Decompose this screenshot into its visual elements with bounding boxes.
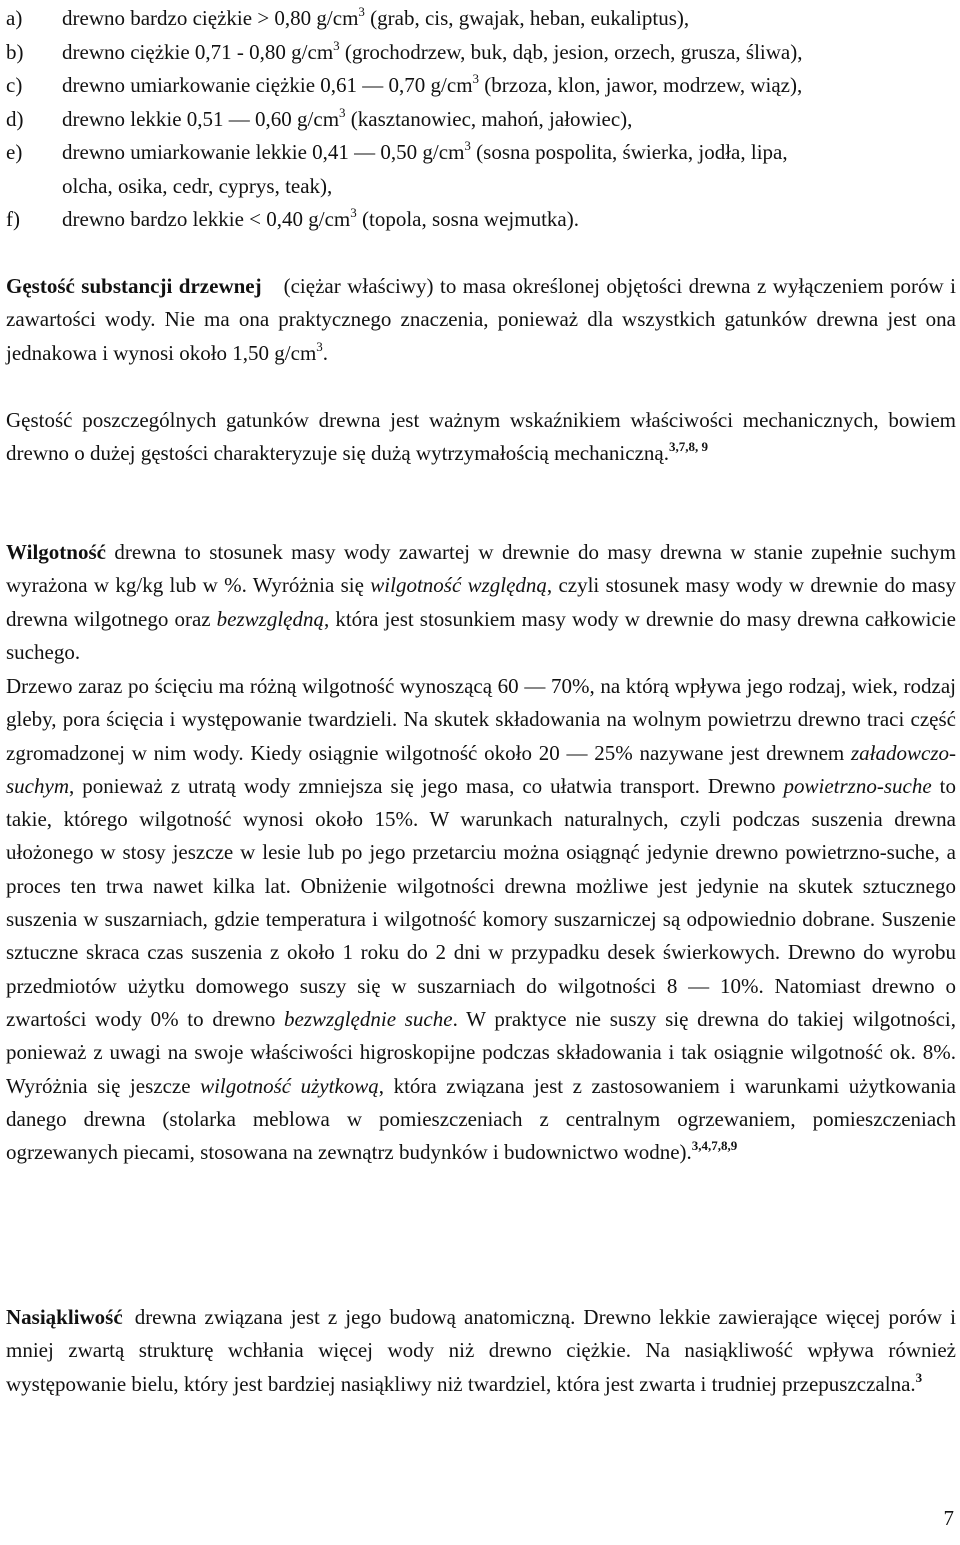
term-italic: powietrzno-suche xyxy=(783,773,932,798)
list-item-label: f) xyxy=(6,207,20,231)
superscript: 3 xyxy=(316,338,323,354)
list-item-text: drewno lekkie 0,51 — 0,60 g/cm xyxy=(62,106,340,131)
superscript: 3 xyxy=(358,4,365,19)
paragraph-text: Gęstość poszczególnych gatunków drewna jest ważnym wskaźnikiem właściwości mechanicznych, bowiem drewno o dużej gęstości charakteryzuje się dużą wytrzymałością mechaniczną. xyxy=(6,408,956,466)
list-item xyxy=(6,36,956,70)
superscript: 3 xyxy=(339,104,346,120)
list-item-text: olcha, osika, cedr, cyprys, teak), xyxy=(62,173,333,198)
citation-superscript: 3 xyxy=(915,1369,923,1385)
list-item-continuation xyxy=(6,170,956,204)
list-item xyxy=(6,103,956,137)
list-item-label: b) xyxy=(6,39,24,64)
list-item-text: (sosna pospolita, świerka, jodła, lipa, xyxy=(470,140,788,164)
term-italic: bezwzględnie suche xyxy=(284,1006,453,1031)
paragraph-text: , ponieważ z utratą wody zmniejsza się jego masa, co ułatwia transport. Drewno xyxy=(68,773,784,798)
paragraph-text: to takie, którego wilgotność wynosi około 15%. W warunkach naturalnych, czyli podczas suszenia drewna ułożonego w stosy jeszcze w lesie lub po jego przetarciu można osiągnąć jedynie drewno powietrzno-suche, a proces ten trwa nawet kilka lat. Obniżenie wilgotności drewna możliwe jest jedynie na skutek sztucznego suszenia w suszarniach, gdzie temperatura i wilgotność komory suszarniczej są odpowiednio dobrane. Suszenie sztuczne skraca czas suszenia z około 1 roku do 2 dni w przypadku desek świerkowych. Drewno do wyrobu przedmiotów użytku domowego suszy się w suszarniach do wilgotności 8 — 10%. Natomiast drewno o zwartości wody 0% to drewno xyxy=(6,773,956,1031)
superscript: 3 xyxy=(464,138,471,153)
list-item xyxy=(6,2,956,36)
list-item-label: a) xyxy=(6,6,23,30)
list-item-label: c) xyxy=(6,73,23,97)
paragraph-text: (ciężar właściwy) to masa określonej objętości drewna z wyłączeniem porów i zawartości wody. Nie ma ona praktycznego znaczenia, ponieważ dla wszystkich gatunków drewna jest ona jednakowa i wynosi około 1,50 g/cm xyxy=(6,274,957,365)
term-italic: wilgotność względną xyxy=(370,573,547,598)
list-item xyxy=(6,136,956,170)
density-class-list xyxy=(6,2,956,237)
paragraph-wood-substance-density xyxy=(6,270,956,370)
paragraph-text: , która jest stosunkiem masy wody w drewnie do masy drewna całkowicie suchego. xyxy=(6,606,956,664)
list-item-label: d) xyxy=(6,106,24,131)
list-item-text: (kasztanowiec, mahoń, jałowiec), xyxy=(345,106,633,131)
list-item-text: drewno bardzo ciężkie > 0,80 g/cm xyxy=(62,6,359,30)
term-bold: Gęstość substancji drzewnej xyxy=(6,274,262,298)
paragraph-text: Drzewo zaraz po ścięciu ma różną wilgotność wynoszącą 60 — 70%, na którą wpływa jego rodzaj, wiek, rodzaj gleby, pora ścięcia i występowanie twardzieli. Na skutek składowania na wolnym powietrzu drewno traci część zgromadzonej w nim wody. Kiedy osiągnie wilgotność około 20 — 25% nazywane jest drewnem xyxy=(6,674,956,765)
list-item-text: drewno ciężkie 0,71 - 0,80 g/cm xyxy=(62,39,334,64)
term-bold: Wilgotność xyxy=(6,540,106,564)
list-item-label: e) xyxy=(6,140,23,164)
citation-superscript: 3,4,7,8,9 xyxy=(691,1138,738,1154)
superscript: 3 xyxy=(350,205,357,220)
superscript: 3 xyxy=(472,71,480,86)
list-item xyxy=(6,203,956,237)
list-item xyxy=(6,69,956,103)
paragraph-moisture-drying xyxy=(6,670,956,1169)
term-italic: bezwzględną xyxy=(216,606,324,631)
paragraph-text: , czyli stosunek masy wody w drewnie do masy drewna wilgotnego oraz xyxy=(6,573,956,631)
paragraph-text: drewna to stosunek masy wody zawartej w drewnie do masy drewna w stanie zupełnie suchym wyrażona w kg/kg lub w %. Wyróżnia się xyxy=(6,540,956,598)
paragraph-text: . xyxy=(322,340,329,365)
paragraph-text: drewna związana jest z jego budową anatomiczną. Drewno lekkie zawierające więcej porów i mniej zwartą strukturę wchłania więcej wody niż drewno ciężkie. Na nasiąkliwość wpływa również występowanie bielu, który jest bardziej nasiąkliwy niż twardziel, która jest zwarta i trudniej przepuszczalna. xyxy=(6,1305,956,1396)
list-item-text: drewno umiarkowanie lekkie 0,41 — 0,50 g/cm xyxy=(62,140,465,164)
paragraph-text: , która związana jest z zastosowaniem i warunkami użytkowania danego drewna (stolarka meblowa w pomieszczeniach z centralnym ogrzewaniem, pomieszczeniach ogrzewanych piecami, stosowana na zewnątrz budynków i budownictwo wodne). xyxy=(6,1073,956,1165)
paragraph-species-density xyxy=(6,404,956,471)
list-item-text: drewno bardzo lekkie < 0,40 g/cm xyxy=(62,207,351,231)
term-italic: załadowczo-suchym xyxy=(6,740,956,798)
list-item-text: (grab, cis, gwajak, heban, eukaliptus), xyxy=(364,6,690,30)
paragraph-text: . W praktyce nie suszy się drewna do takiej wilgotności, ponieważ z uwagi na swoje właściwości higroskopijne podczas składowania i tak osiągnie wilgotność ok. 8%. Wyróżnia się jeszcze xyxy=(6,1006,957,1098)
paragraph-absorbency xyxy=(6,1301,956,1401)
citation-superscript: 3,7,8, 9 xyxy=(668,439,708,455)
superscript: 3 xyxy=(333,37,340,53)
list-item-text: (topola, sosna wejmutka). xyxy=(356,207,579,231)
term-italic: wilgotność użytkową xyxy=(200,1073,379,1098)
term-bold: Nasiąkliwość xyxy=(6,1305,123,1329)
list-item-text: (brzoza, klon, jawor, modrzew, wiąz), xyxy=(479,73,803,97)
list-item-text: (grochodrzew, buk, dąb, jesion, orzech, grusza, śliwa), xyxy=(339,39,803,64)
list-item-text: drewno umiarkowanie ciężkie 0,61 — 0,70 g/cm xyxy=(62,73,473,97)
page-number: 7 xyxy=(943,1506,954,1530)
paragraph-moisture-definition xyxy=(6,536,956,669)
